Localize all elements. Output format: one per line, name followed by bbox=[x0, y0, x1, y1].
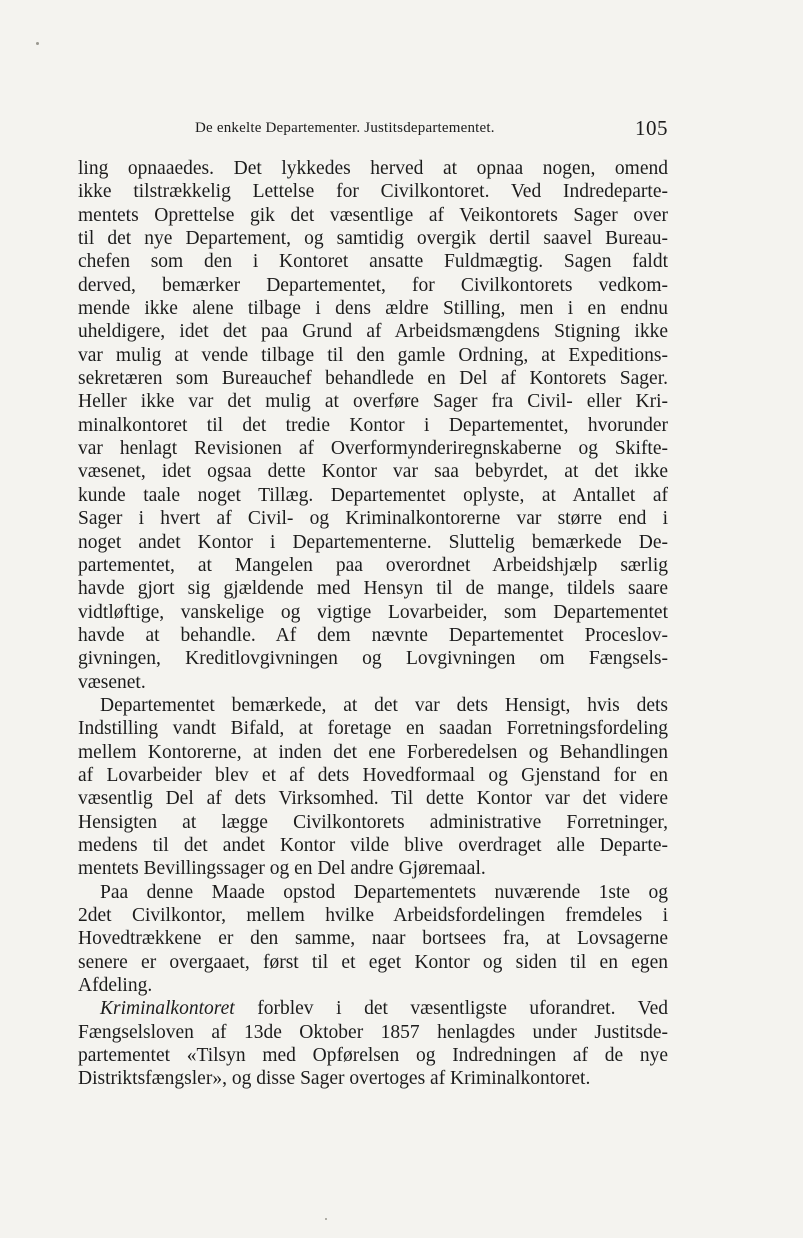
text-line: ling opnaaedes. Det lykkedes herved at opnaa nogen, omend bbox=[78, 158, 668, 179]
text-line: havde at behandle. Af dem nævnte Departementet Proceslov- bbox=[78, 624, 668, 646]
text-line: sekretæren som Bureauchef behandlede en Del af Kontorets Sager. bbox=[78, 368, 668, 390]
text-line: kunde taale noget Tillæg. Departementet oplyste, at Antallet af bbox=[78, 484, 668, 506]
text-line: mende ikke alene tilbage i dens ældre Stilling, men i en endnu bbox=[78, 298, 668, 320]
text-line: væsenet. bbox=[78, 671, 146, 693]
text-line: partementet «Tilsyn med Opførelsen og Indredningen af de nye bbox=[78, 1045, 668, 1067]
text-line: Fængselsloven af 13de Oktober 1857 henlagdes under Justitsde- bbox=[78, 1021, 668, 1043]
text-line: af Lovarbeider blev et af dets Hovedformaal og Gjenstand for en bbox=[78, 764, 668, 786]
running-head bbox=[78, 116, 668, 144]
text-line: Sager i hvert af Civil- og Kriminalkontorerne var større end i bbox=[78, 508, 668, 530]
text-line: minalkontoret til det tredie Kontor i Departementet, hvorunder bbox=[78, 414, 668, 436]
running-title: De enkelte Departementer. Justitsdepartementet. bbox=[195, 120, 495, 136]
page-number: 105 bbox=[635, 116, 668, 140]
text-line: vidtløftige, vanskelige og vigtige Lovarbeider, som Departementet bbox=[78, 601, 668, 623]
text-line: givningen, Kreditlovgivningen og Lovgivningen om Fængsels- bbox=[78, 648, 668, 670]
text-line: Heller ikke var det mulig at overføre Sager fra Civil- eller Kri- bbox=[78, 391, 668, 413]
text-line: var mulig at vende tilbage til den gamle Ordning, at Expeditions- bbox=[78, 344, 668, 366]
body-text bbox=[78, 157, 668, 1091]
text-line: mentets Oprettelse gik det væsentlige af Veikontorets Sager over bbox=[78, 204, 668, 226]
text-line: Hovedtrækkene er den samme, naar bortsees fra, at Lovsagerne bbox=[78, 928, 668, 950]
text-line: chefen som den i Kontoret ansatte Fuldmægtig. Sagen faldt bbox=[78, 251, 668, 273]
paper-speck bbox=[325, 1218, 327, 1220]
text-line: ikke tilstrækkelig Lettelse for Civilkontoret. Ved Indredeparte- bbox=[78, 181, 668, 203]
text-line: uheldigere, idet det paa Grund af Arbeidsmængdens Stigning ikke bbox=[78, 321, 668, 343]
text-line: partementet, at Mangelen paa overordnet Arbeidshjælp særlig bbox=[78, 554, 668, 576]
text-line: til det nye Departement, og samtidig overgik dertil saavel Bureau- bbox=[78, 228, 668, 250]
paper-speck bbox=[36, 42, 39, 45]
text-line-rest: forblev i det væsentligste uforandret. Ved bbox=[234, 998, 668, 1020]
text-line: Paa denne Maade opstod Departementets nuværende 1ste og bbox=[100, 881, 668, 903]
text-line: Indstilling vandt Bifald, at foretage en saadan Forretningsfordeling bbox=[78, 718, 668, 740]
text-line: Afdeling. bbox=[78, 975, 153, 997]
text-line: derved, bemærker Departementet, for Civilkontorets vedkom- bbox=[78, 274, 668, 296]
text-line: væsenet, idet ogsaa dette Kontor var saa bebyrdet, at det ikke bbox=[78, 461, 668, 483]
text-line: Departementet bemærkede, at det var dets Hensigt, hvis dets bbox=[100, 694, 668, 716]
text-line: mentets Bevillingssager og en Del andre Gjøremaal. bbox=[78, 858, 486, 880]
text-line: mellem Kontorerne, at inden det ene Forberedelsen og Behandlingen bbox=[78, 741, 668, 763]
italic-term: Kriminalkontoret bbox=[100, 998, 235, 1020]
text-line bbox=[78, 997, 668, 1020]
text-line: var henlagt Revisionen af Overformynderiregnskaberne og Skifte- bbox=[78, 438, 668, 460]
text-line: Distriktsfængsler», og disse Sager overtoges af Kriminalkontoret. bbox=[78, 1068, 591, 1090]
text-line: havde gjort sig gjældende med Hensyn til de mange, tildels saare bbox=[78, 578, 668, 600]
text-line: Hensigten at lægge Civilkontorets administrative Forretninger, bbox=[78, 811, 668, 833]
text-line: medens til det andet Kontor vilde blive overdraget alle Departe- bbox=[78, 834, 668, 856]
text-line: senere er overgaaet, først til et eget Kontor og siden til en egen bbox=[78, 951, 668, 973]
text-line: noget andet Kontor i Departementerne. Sluttelig bemærkede De- bbox=[78, 531, 668, 553]
text-line: væsentlig Del af dets Virksomhed. Til dette Kontor var det videre bbox=[78, 788, 668, 810]
text-line: 2det Civilkontor, mellem hvilke Arbeidsfordelingen fremdeles i bbox=[78, 905, 668, 926]
